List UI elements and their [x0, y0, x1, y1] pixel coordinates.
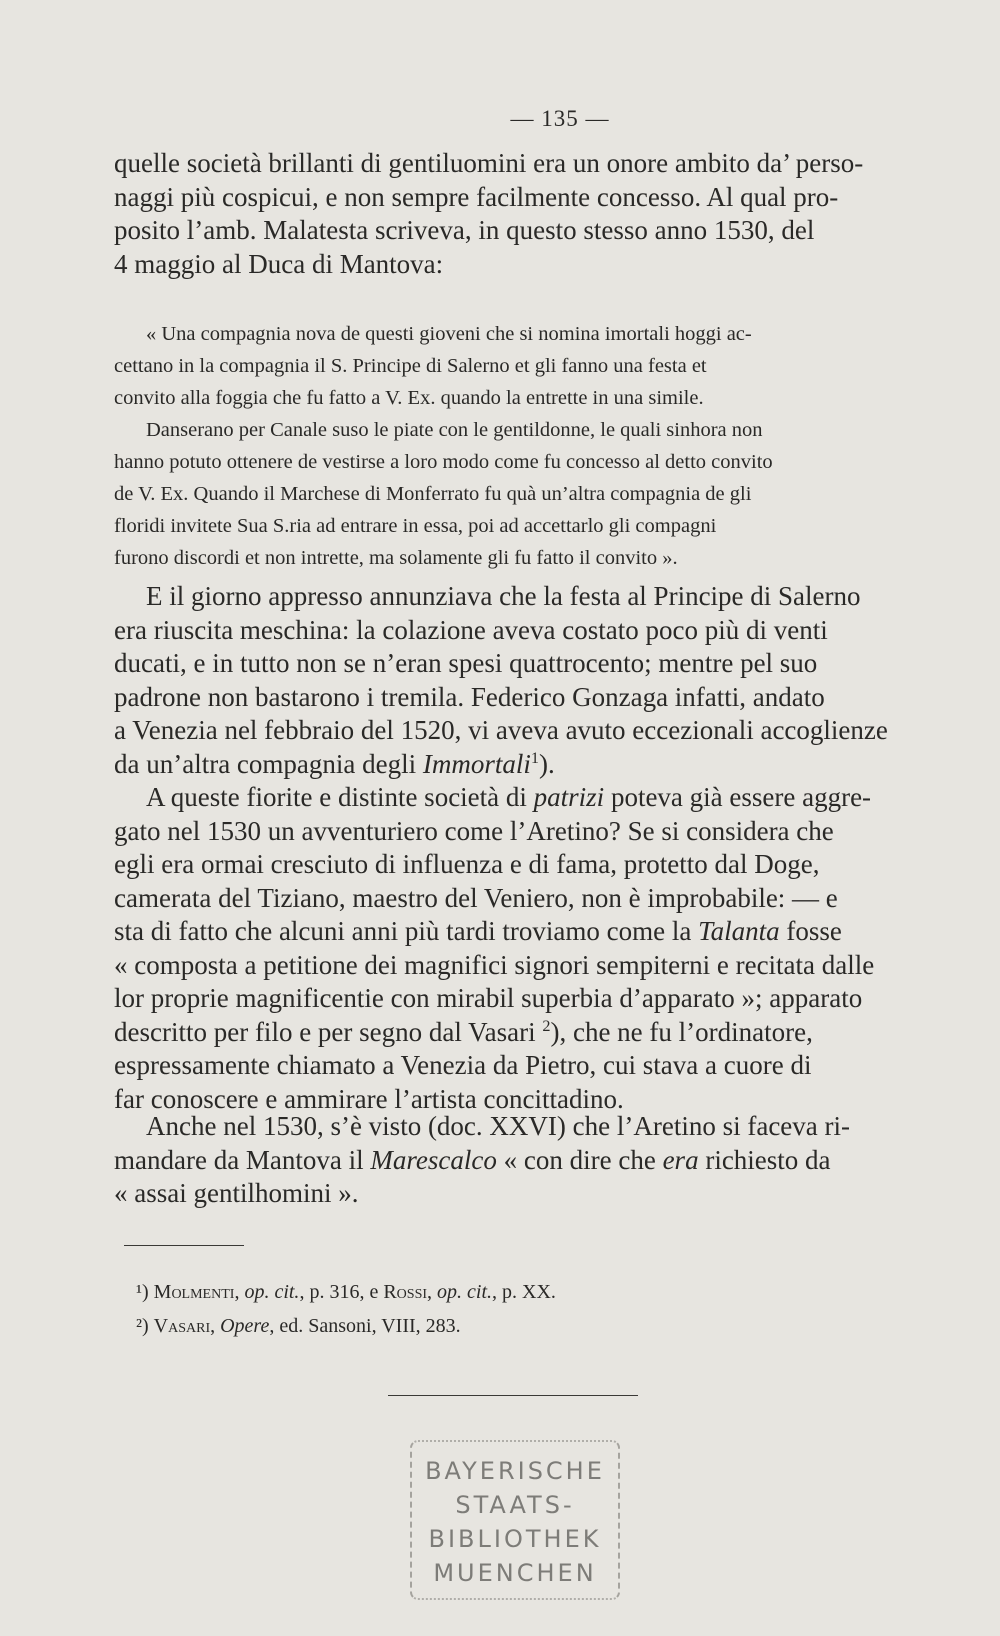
italic-word: era	[662, 1144, 699, 1175]
stamp-line: STAATS-	[455, 1491, 575, 1519]
italic-word: patrizi	[533, 782, 605, 812]
italic-title: Talanta	[698, 916, 780, 946]
text-line: camerata del Tiziano, maestro del Veniero, non è improbabile: — e	[114, 882, 838, 913]
quote-line: cettano in la compagnia il S. Principe di Salerno et gli fanno una festa et	[114, 355, 707, 377]
text-line: descritto per filo e per segno dal Vasari $^2$), che ne fu l’ordinatore,	[114, 1016, 813, 1047]
footnotes	[136, 1275, 836, 1343]
italic-title: Marescalco	[370, 1144, 497, 1175]
quote-line: hanno potuto ottenere de vestirse a loro modo come fu concesso al detto convito	[114, 451, 773, 473]
text-line: da un’altra compagnia degli Immortali$^1$).	[114, 748, 555, 779]
text-line: sta di fatto che alcuni anni più tardi troviamo come la Talanta fosse	[114, 916, 842, 946]
text-line: era riuscita meschina: la colazione aveva costato poco più di venti	[114, 614, 828, 645]
quote-line: furono discordi et non intrette, ma solamente gli fu fatto il convito ».	[114, 547, 678, 569]
text-line: naggi più cospicui, e non sempre facilmente concesso. Al qual pro-	[114, 181, 839, 212]
footnote-author: Molmenti	[153, 1281, 235, 1303]
quote-line: Danserano per Canale suso le piate con le gentildonne, le quali sinhora non	[146, 419, 763, 441]
library-stamp	[410, 1440, 620, 1600]
footnote-author: Rossi	[383, 1281, 428, 1303]
text-line: « composta a petitione dei magnifici signori sempiterni e recitata dalle	[114, 949, 875, 980]
footnote-2: ²) Vasari, Opere, ed. Sansoni, VIII, 283.	[136, 1315, 461, 1337]
text-line: posito l’amb. Malatesta scriveva, in questo stesso anno 1530, del	[114, 215, 815, 245]
stamp-line: BIBLIOTHEK	[428, 1525, 602, 1553]
text-line: « assai gentilhomini ».	[114, 1178, 359, 1208]
footnote-divider	[124, 1245, 244, 1246]
quote-line: floridi invitete Sua S.ria ad entrare in essa, poi ad accettarlo gli compagni	[114, 515, 717, 537]
text-line: mandare da Mantova il Marescalco « con dire che era richiesto da	[114, 1144, 831, 1175]
text-line: a Venezia nel febbraio del 1520, vi aveva avuto eccezionali accoglienze	[114, 715, 888, 745]
paragraph-main	[114, 580, 888, 1116]
text-line: lor proprie magnificentie con mirabil superbia d’apparato »; apparato	[114, 983, 863, 1013]
stamp-line: BAYERISCHE	[425, 1457, 605, 1485]
quote-line: « Una compagnia nova de questi gioveni che si nomina imortali hoggi ac-	[146, 323, 752, 345]
text-line: far conoscere e ammirare l’artista concittadino.	[114, 1083, 624, 1114]
footnote-author: Vasari	[153, 1315, 211, 1337]
footnote-ref: 2	[542, 1016, 551, 1035]
block-quote	[114, 318, 888, 574]
paragraph-intro	[114, 147, 888, 281]
stamp-line: MUENCHEN	[433, 1559, 597, 1587]
text-line: E il giorno appresso annunziava che la festa al Principe di Salerno	[146, 581, 861, 611]
text-line: quelle società brillanti di gentiluomini era un onore ambito da’ perso-	[114, 148, 864, 178]
footnote-1: ¹) Molmenti, op. cit., p. 316, e Rossi, op. cit., p. XX.	[136, 1281, 556, 1303]
text-line: egli era ormai cresciuto di influenza e di fama, protetto dal Doge,	[114, 849, 820, 879]
end-divider	[388, 1395, 638, 1396]
quote-line: convito alla foggia che fu fatto a V. Ex. quando la entrette in una simile.	[114, 387, 704, 409]
text-line: gato nel 1530 un avventuriero come l’Aretino? Se si considera che	[114, 815, 834, 846]
text-line: ducati, e in tutto non se n’eran spesi quattrocento; mentre pel suo	[114, 648, 818, 678]
text-line: Anche nel 1530, s’è visto (doc. XXVI) che l’Aretino si faceva ri-	[146, 1111, 851, 1141]
text-line: padrone non bastarono i tremila. Federico Gonzaga infatti, andato	[114, 681, 825, 712]
quote-line: de V. Ex. Quando il Marchese di Monferrato fu quà un’altra compagnia de gli	[114, 483, 752, 505]
text-line: 4 maggio al Duca di Mantova:	[114, 248, 444, 279]
footnote-ref: 1	[530, 748, 539, 767]
italic-title: Immortali	[422, 748, 531, 779]
paragraph-closing	[114, 1110, 888, 1211]
text-line: A queste fiorite e distinte società di patrizi poteva già essere aggre-	[146, 782, 872, 812]
text-line: espressamente chiamato a Venezia da Pietro, cui stava a cuore di	[114, 1050, 812, 1080]
page-number: — 135 —	[510, 106, 610, 131]
